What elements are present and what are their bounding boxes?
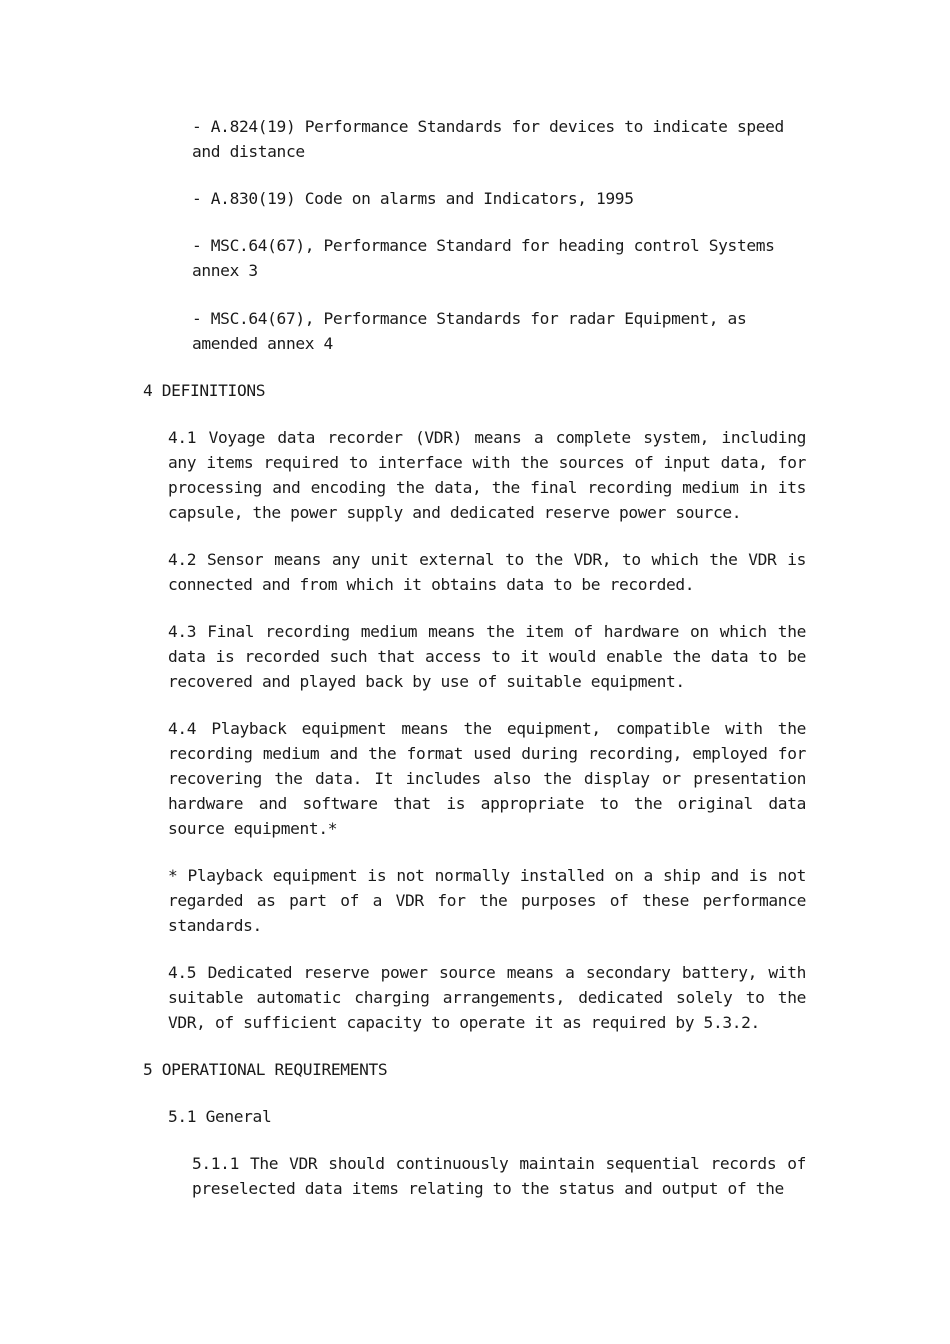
section-heading: 5 OPERATIONAL REQUIREMENTS: [143, 1060, 388, 1079]
definition-paragraph: 4.3 Final recording medium means the item of hardware on which the data is recorded such that access to it would enable the data to be recovered and played back by use of suitable equipment.: [168, 622, 806, 691]
footnote-paragraph: * Playback equipment is not normally installed on a ship and is not regarded as part of a VDR for the purposes of these performance standards.: [168, 866, 806, 935]
subsection-heading: 5.1 General: [168, 1107, 272, 1126]
definition-paragraph: 4.2 Sensor means any unit external to the VDR, to which the VDR is connected and from which it obtains data to be recorded.: [168, 550, 806, 594]
reference-item: - A.824(19) Performance Standards for devices to indicate speed and distance: [192, 117, 784, 161]
reference-item: - MSC.64(67), Performance Standard for heading control Systems annex 3: [192, 236, 775, 280]
reference-item: - A.830(19) Code on alarms and Indicators, 1995: [192, 189, 634, 208]
definition-paragraph: 4.5 Dedicated reserve power source means a secondary battery, with suitable automatic charging arrangements, dedicated solely to the VDR, of sufficient capacity to operate it as required by 5.3.2.: [168, 963, 806, 1032]
reference-item: - MSC.64(67), Performance Standards for radar Equipment, as amended annex 4: [192, 309, 747, 353]
definition-paragraph: 4.4 Playback equipment means the equipment, compatible with the recording medium and the format used during recording, employed for recovering the data. It includes also the display or presentation hardware and software that is appropriate to the original data source equipment.*: [168, 719, 806, 838]
section-heading: 4 DEFINITIONS: [143, 381, 266, 400]
definition-paragraph: 4.1 Voyage data recorder (VDR) means a complete system, including any items required to interface with the sources of input data, for processing and encoding the data, the final recording medium in its capsule, the power supply and dedicated reserve power source.: [168, 428, 806, 522]
requirement-paragraph: 5.1.1 The VDR should continuously maintain sequential records of preselected data items relating to the status and output of the: [192, 1154, 806, 1198]
